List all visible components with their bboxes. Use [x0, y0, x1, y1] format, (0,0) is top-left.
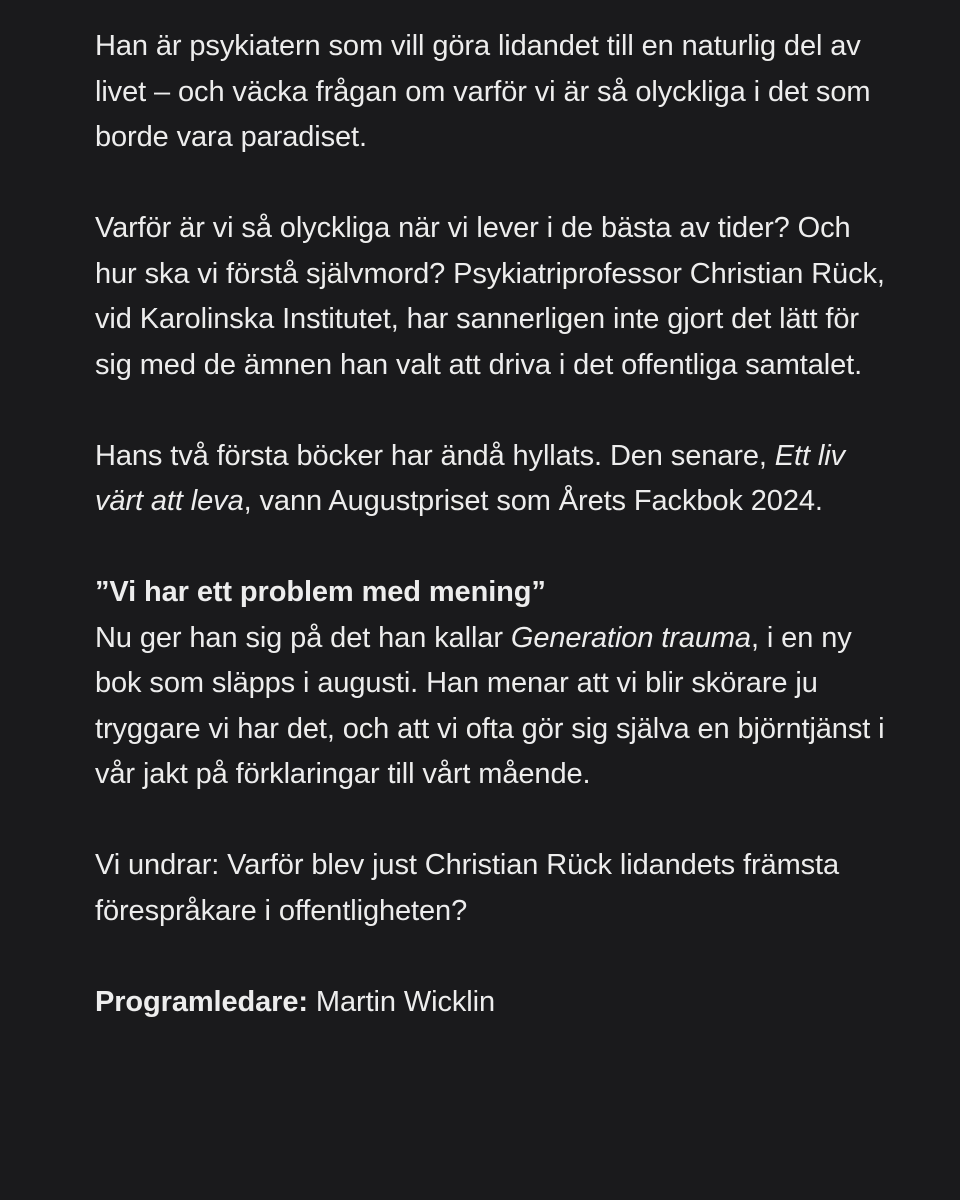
book-title-generation-trauma: Generation trauma: [510, 621, 751, 654]
body-paragraph-2: [95, 434, 895, 525]
article-body: [95, 24, 895, 1025]
section-subheading: ”Vi har ett problem med mening”: [95, 576, 546, 608]
host-credit: [95, 980, 895, 1026]
paragraph-2-tail: , vann Augustpriset som Årets Fackbok 2024.: [243, 485, 823, 517]
paragraph-2-lead: Hans två första böcker har ändå hyllats. Den senare,: [95, 439, 775, 472]
host-name: Martin Wicklin: [307, 985, 495, 1018]
section-block: [95, 570, 895, 798]
intro-paragraph: Han är psykiatern som vill göra lidandet till en naturlig del av livet – och väcka frågan om varför vi är så olyckliga i det som borde vara paradiset.: [95, 30, 871, 153]
paragraph-3-lead: Nu ger han sig på det han kallar: [95, 621, 511, 654]
body-paragraph-1: Varför är vi så olyckliga när vi lever i de bästa av tider? Och hur ska vi förstå självmord? Psykiatriprofessor Christian Rück, vid Karolinska Institutet, har sannerligen inte gjort det lätt för sig med de ämnen han valt att driva i det offentliga samtalet.: [95, 212, 885, 381]
host-label: Programledare:: [95, 985, 308, 1018]
book-title-ett-liv: Ett liv värt att leva: [95, 439, 845, 517]
paragraph-3-tail: , i en ny bok som släpps i augusti. Han menar att vi blir skörare ju tryggare vi har det, och att vi ofta gör sig själva en björntjänst i vår jakt på förklaringar till vårt mående.: [95, 621, 885, 790]
body-paragraph-4: Vi undrar: Varför blev just Christian Rück lidandets främsta förespråkare i offentligheten?: [95, 849, 840, 927]
